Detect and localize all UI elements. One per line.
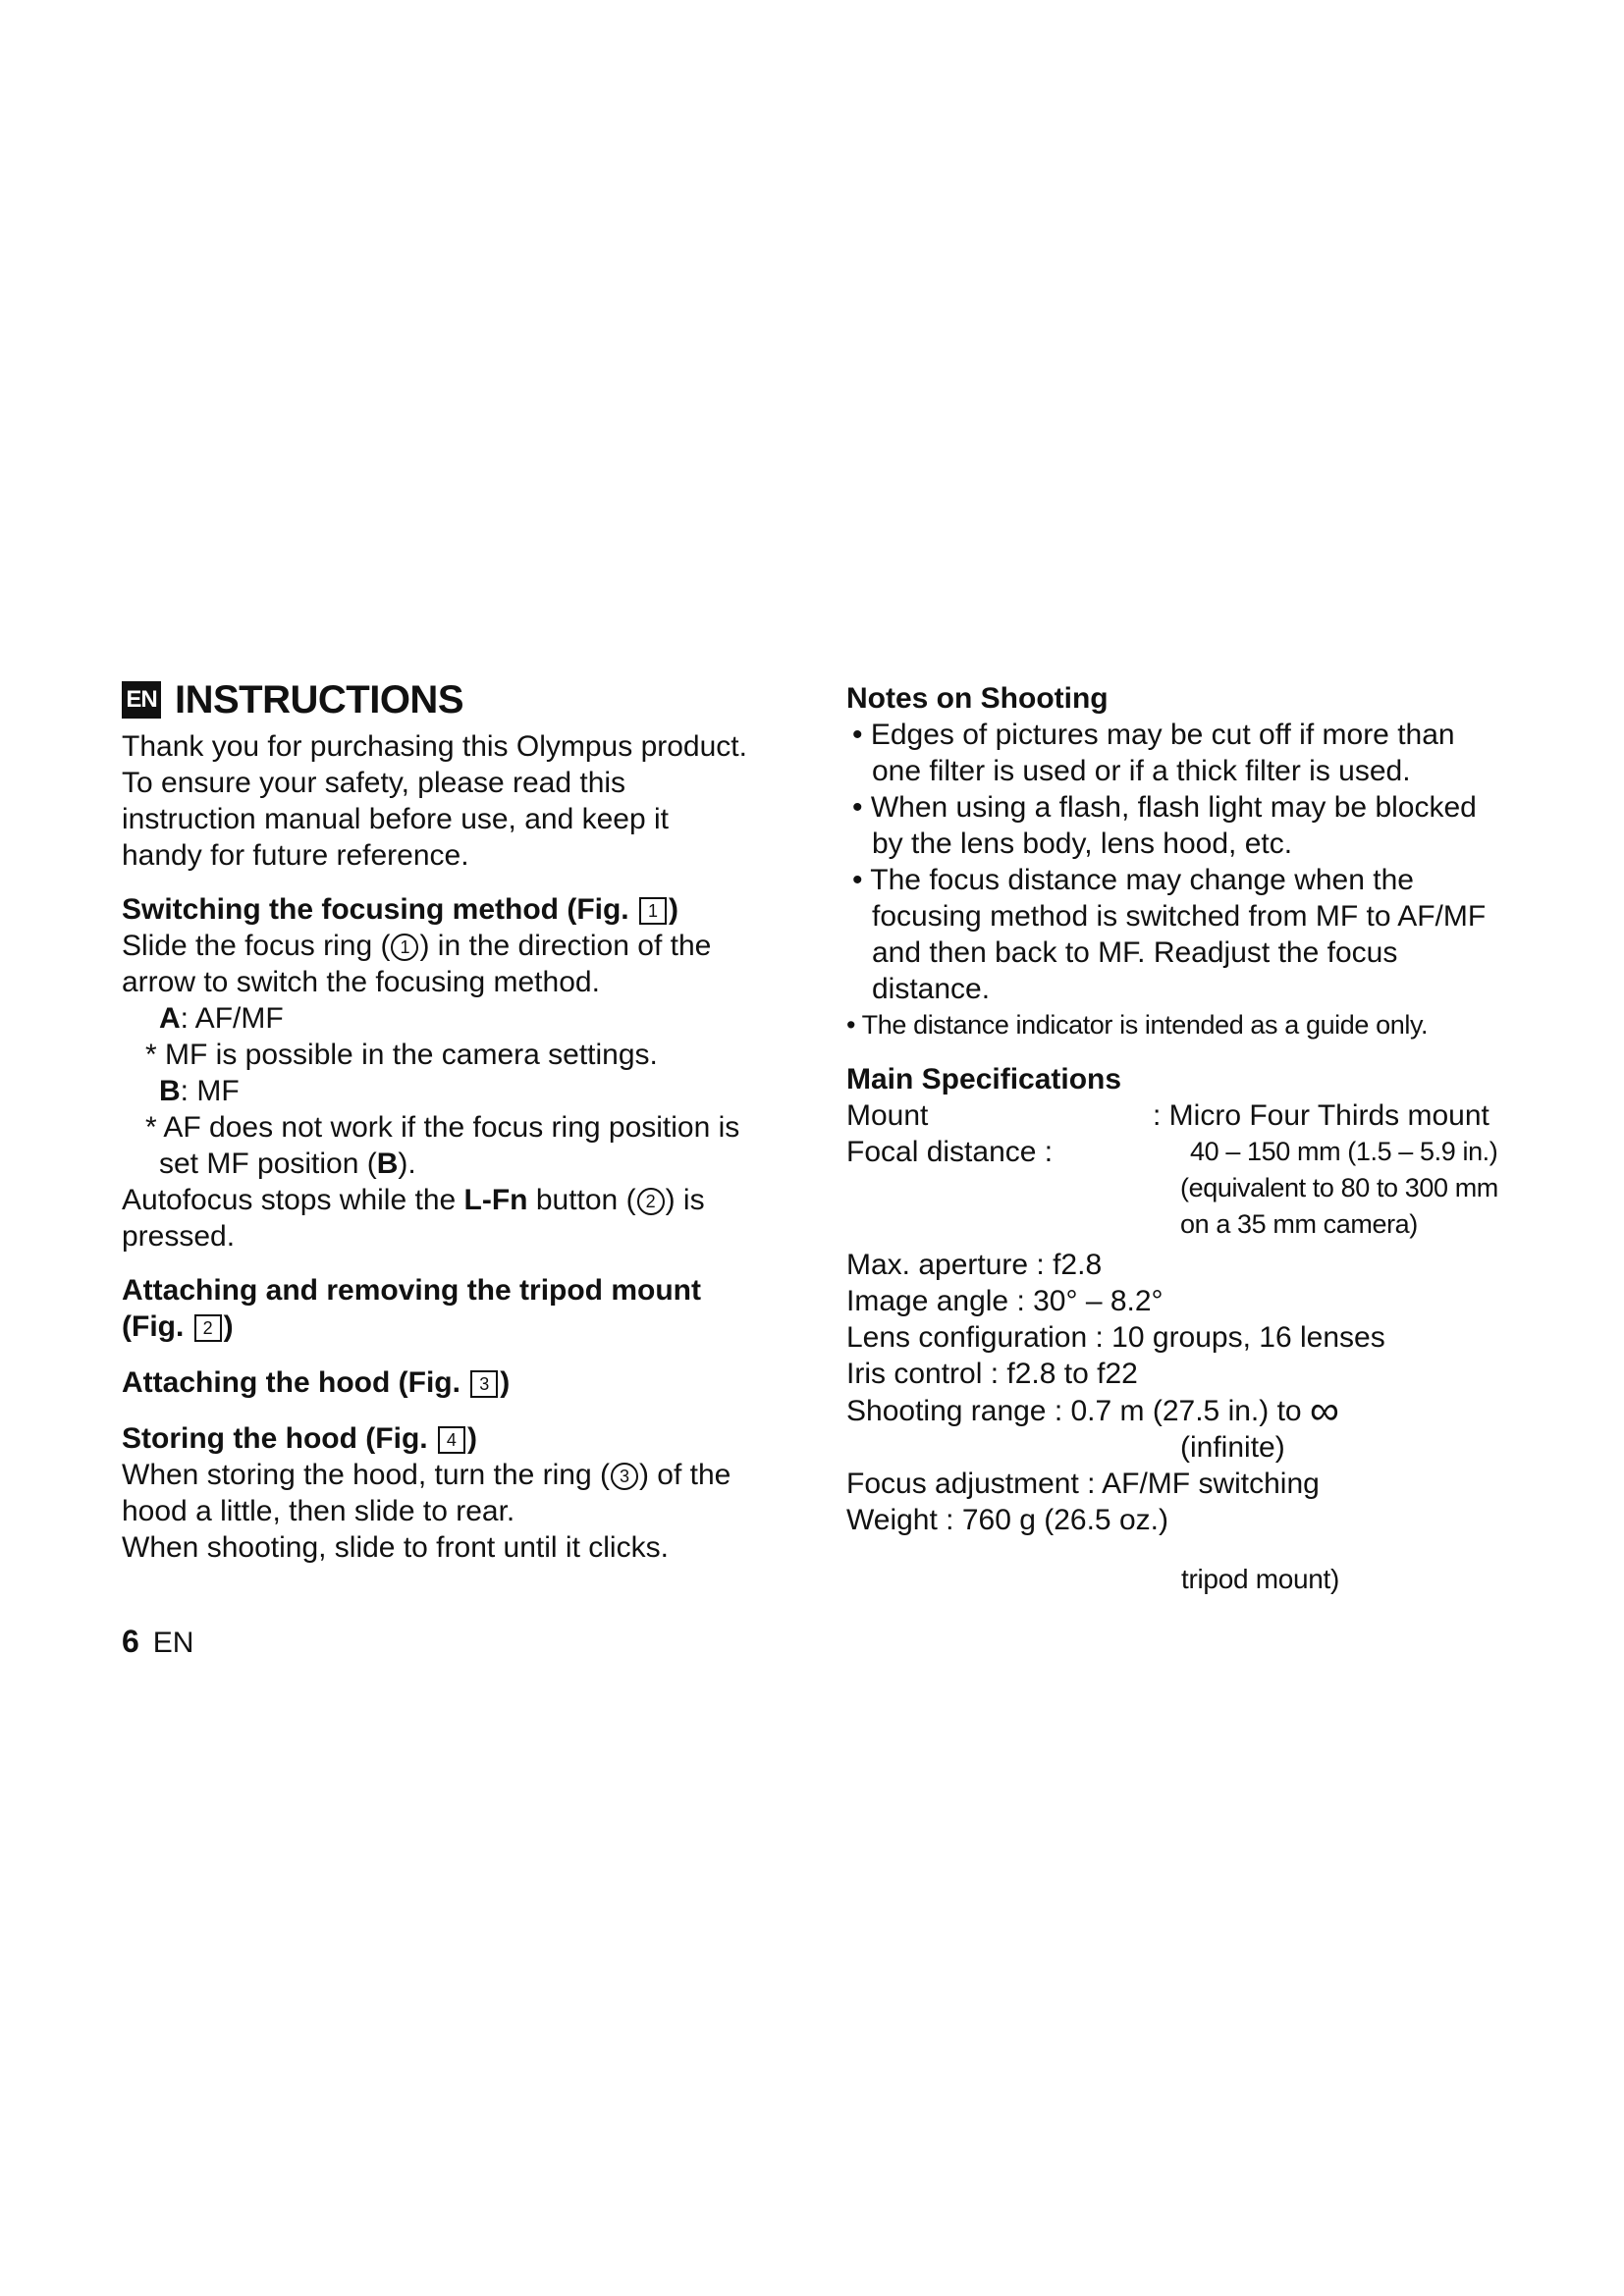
- storing-line-1: When storing the hood, turn the ring ( 3 ) of the: [122, 1459, 731, 1491]
- autofocus-stop-line-2: pressed.: [122, 1220, 236, 1253]
- focusing-line-2: arrow to switch the focusing method.: [122, 966, 600, 998]
- spec-mount: [846, 1097, 1534, 1134]
- spec-focal: [846, 1134, 1534, 1170]
- instructions-title: [122, 677, 799, 722]
- spec-focal-value-2: (equivalent to 80 to 300 mm: [1180, 1173, 1498, 1202]
- page-number: 6: [122, 1624, 139, 1659]
- spec-focal-value-3: on a 35 mm camera): [1180, 1209, 1418, 1239]
- en-language-badge: EN: [122, 681, 161, 719]
- section-hood-heading: Attaching the hood (Fig. 3 ): [122, 1366, 511, 1399]
- autofocus-stop-line: Autofocus stops while the L-Fn button ( 2 ) is: [122, 1184, 705, 1216]
- section-tripod-heading-2: (Fig. 2 ): [122, 1310, 234, 1343]
- circled-number-2: 2: [637, 1188, 665, 1215]
- fig-1-box: 1: [639, 897, 667, 925]
- infinity-symbol: ∞: [1309, 1387, 1339, 1433]
- storing-line-3: When shooting, slide to front until it clicks.: [122, 1531, 669, 1564]
- right-column: [846, 680, 1534, 1538]
- spec-mount-label: Mount: [846, 1099, 929, 1132]
- page-footer: [122, 1624, 193, 1661]
- mode-b-note-2: set MF position (B).: [159, 1148, 416, 1180]
- specifications-heading: Main Specifications: [846, 1063, 1122, 1095]
- note-item-2-line-2: by the lens body, lens hood, etc.: [872, 828, 1293, 860]
- mode-b: B: MF: [159, 1075, 240, 1107]
- focusing-line-1: Slide the focus ring ( 1 ) in the direction of the: [122, 930, 712, 962]
- spec-shooting-range: Shooting range : 0.7 m (27.5 in.) to ∞: [846, 1387, 1339, 1433]
- page-title: INSTRUCTIONS: [175, 678, 463, 721]
- section-storing-heading: Storing the hood (Fig. 4 ): [122, 1422, 477, 1455]
- note-item-2-line-1: • When using a flash, flash light may be blocked: [852, 791, 1477, 824]
- spec-shooting-range-2: (infinite): [1180, 1431, 1285, 1464]
- note-item-1-line-1: • Edges of pictures may be cut off if more than: [852, 719, 1455, 751]
- intro-line-4: handy for future reference.: [122, 839, 469, 872]
- note-item-1-line-2: one filter is used or if a thick filter is used.: [872, 755, 1411, 787]
- circled-number-3: 3: [611, 1463, 638, 1490]
- mode-b-note-1: * AF does not work if the focus ring position is: [145, 1111, 740, 1144]
- spec-lens-configuration: Lens configuration : 10 groups, 16 lenses: [846, 1321, 1385, 1354]
- section-tripod-heading-1: Attaching and removing the tripod mount: [122, 1274, 701, 1307]
- fig-3-box: 3: [470, 1370, 498, 1398]
- footer-language: EN: [152, 1627, 194, 1659]
- note-item-4: • The distance indicator is intended as a guide only.: [846, 1010, 1429, 1040]
- left-column: [122, 677, 799, 1566]
- mode-a: A: AF/MF: [159, 1002, 284, 1035]
- section-focusing-heading: Switching the focusing method (Fig. 1 ): [122, 893, 678, 926]
- storing-line-2: hood a little, then slide to rear.: [122, 1495, 515, 1527]
- intro-line-3: instruction manual before use, and keep it: [122, 803, 670, 835]
- notes-heading: Notes on Shooting: [846, 682, 1109, 715]
- note-item-3-line-4: distance.: [872, 973, 991, 1005]
- spec-iris-control: Iris control : f2.8 to f22: [846, 1358, 1138, 1390]
- spec-image-angle: Image angle : 30° – 8.2°: [846, 1285, 1164, 1317]
- spec-aperture: Max. aperture : f2.8: [846, 1249, 1103, 1281]
- mode-a-note: * MF is possible in the camera settings.: [145, 1039, 658, 1071]
- note-item-3-line-2: focusing method is switched from MF to AF/MF: [872, 900, 1487, 933]
- intro-line-1: Thank you for purchasing this Olympus product.: [122, 730, 747, 763]
- note-item-3-line-1: • The focus distance may change when the: [852, 864, 1414, 896]
- note-item-3-line-3: and then back to MF. Readjust the focus: [872, 936, 1398, 969]
- intro-line-2: To ensure your safety, please read this: [122, 767, 626, 799]
- fig-2-box: 2: [194, 1314, 222, 1342]
- spec-focal-label: Focal distance :: [846, 1136, 1054, 1168]
- spec-focal-value-1: 40 – 150 mm (1.5 – 5.9 in.): [1190, 1137, 1498, 1166]
- spec-weight: Weight : 760 g (26.5 oz.): [846, 1504, 1168, 1536]
- spec-mount-value: : Micro Four Thirds mount: [1153, 1099, 1489, 1132]
- circled-number-1: 1: [391, 934, 418, 961]
- spec-focus-adjustment: Focus adjustment : AF/MF switching: [846, 1468, 1320, 1500]
- fig-4-box: 4: [438, 1426, 465, 1454]
- tripod-mount-fragment: tripod mount): [1181, 1564, 1340, 1594]
